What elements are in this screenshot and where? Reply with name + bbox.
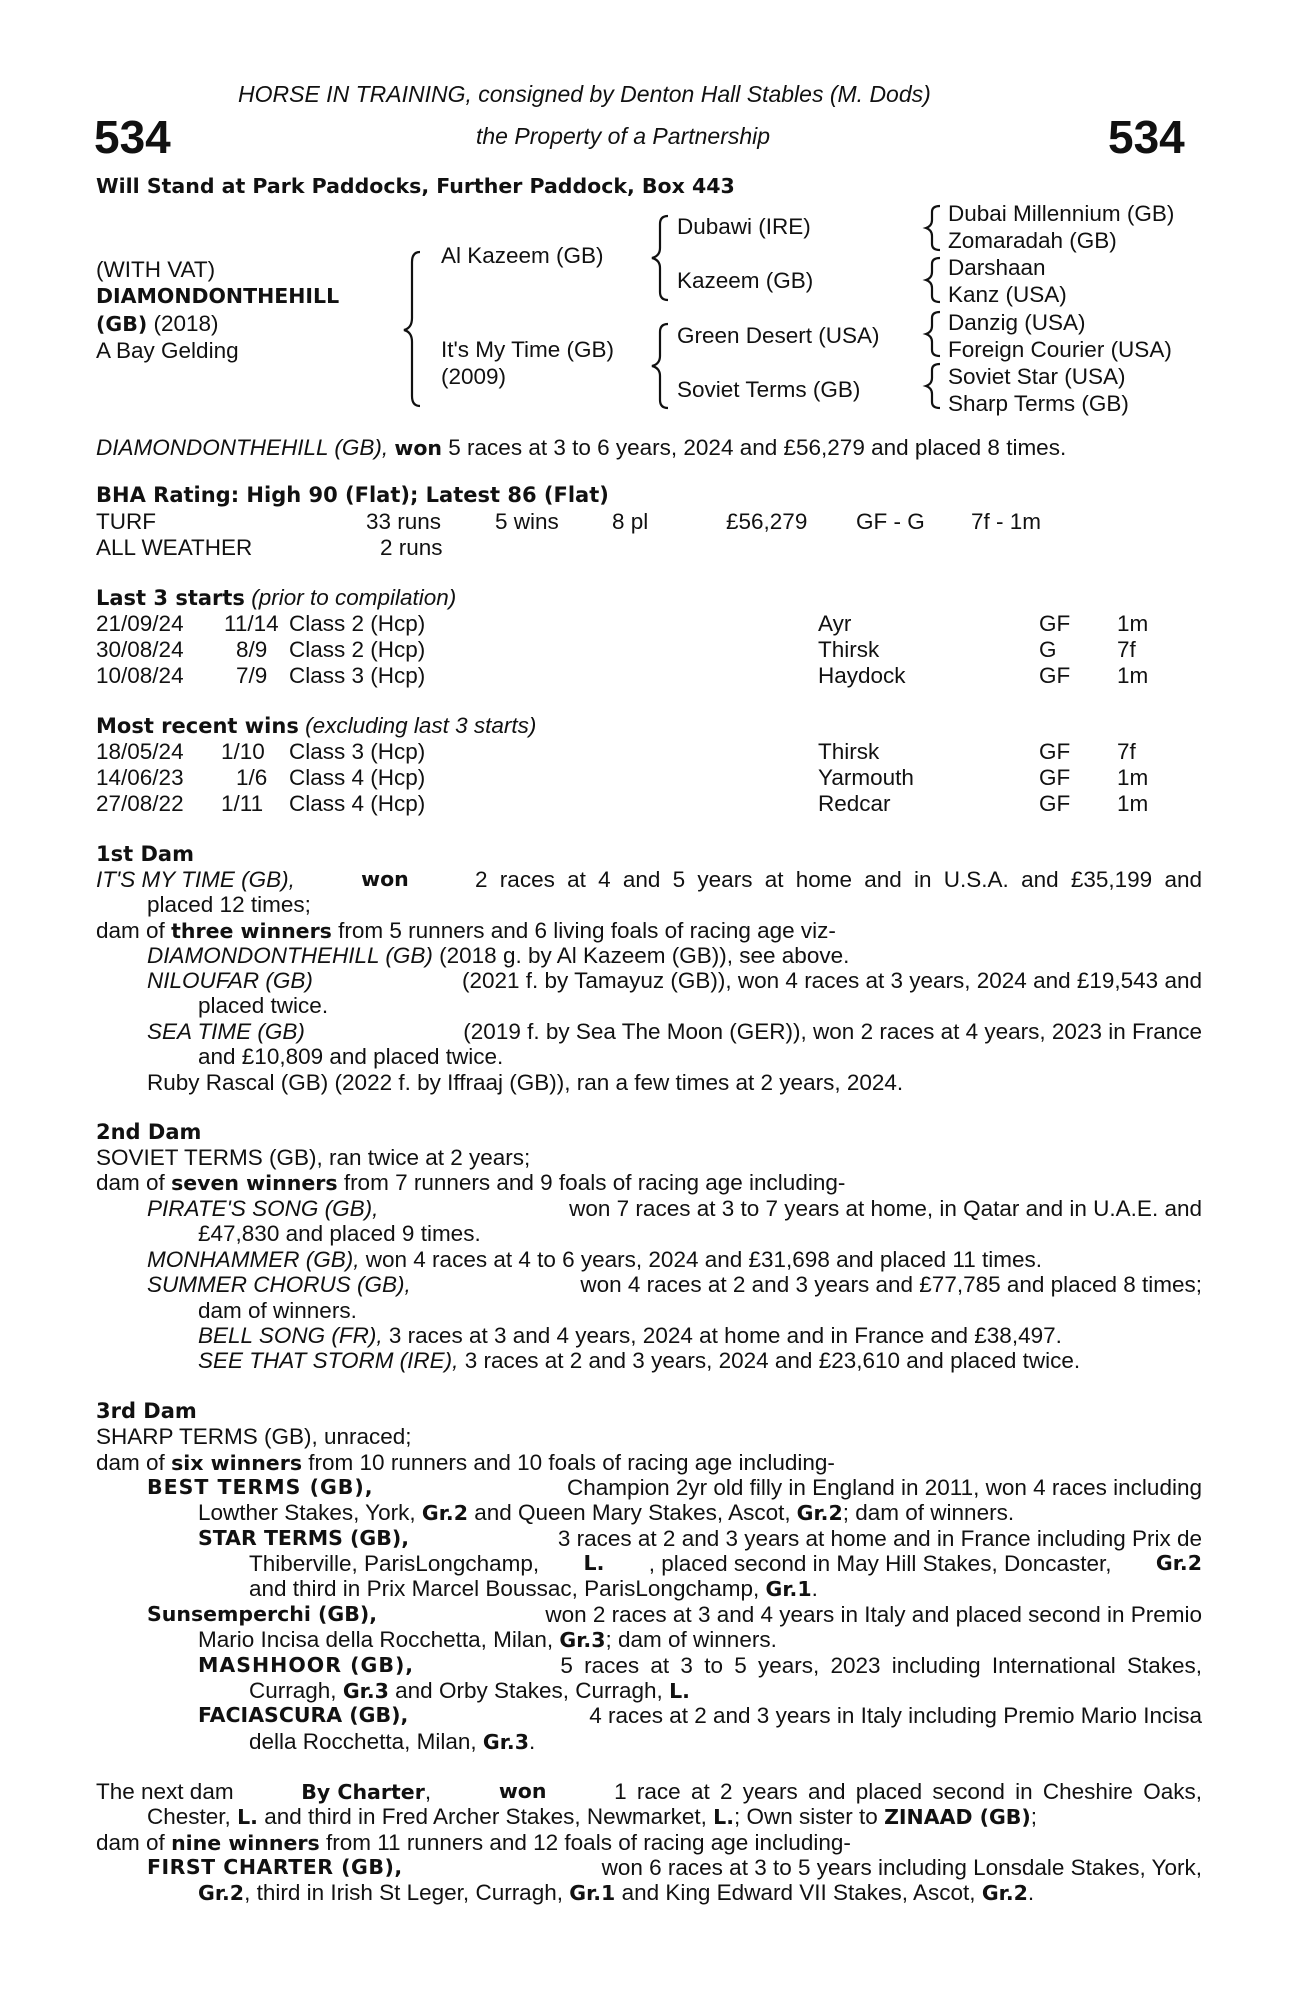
dam1-progeny-3 [147, 1019, 1202, 1045]
dd-sire: Soviet Star (USA) [948, 364, 1126, 389]
recent-class: Class 4 (Hcp) [289, 791, 426, 816]
mashhoor-rest: 5 races at 3 to 5 years, 2023 including International Stakes, [560, 1653, 1202, 1678]
dam1-l3-a: dam of [96, 918, 165, 943]
n2-f: ZINAAD (GB) [884, 1805, 1031, 1829]
ma2-a: Curragh, [249, 1678, 337, 1703]
sire-dam: Kazeem (GB) [677, 268, 814, 293]
mashhoor-1 [198, 1653, 1202, 1679]
recent-pos: 1/6 [236, 765, 268, 790]
recent-dist: 1m [1117, 791, 1149, 816]
ma2-b: Gr.3 [342, 1679, 389, 1703]
dam2-progeny-4 [198, 1323, 1062, 1349]
sunsemperchi-1 [147, 1602, 1202, 1628]
recent-course: Thirsk [818, 739, 880, 764]
n2-c: and third in Fred Archer Stakes, Newmarket, [264, 1804, 707, 1829]
last3-dist: 1m [1117, 611, 1149, 636]
dam-name: It's My Time (GB) [441, 337, 615, 362]
dam-year: (2009) [441, 364, 507, 389]
fc2-e: Gr.2 [981, 1881, 1028, 1905]
recent-title: Most recent wins [96, 714, 299, 738]
ma2-d: L. [669, 1679, 690, 1703]
fa2-a: della Rocchetta, Milan, [249, 1729, 477, 1754]
recent-date: 14/06/23 [96, 765, 184, 790]
n3-c: from 11 runners and 12 foals of racing age including- [325, 1830, 851, 1855]
dam1-p3-name: SEA TIME (GB) [147, 1019, 305, 1044]
bt2-d: Gr.2 [796, 1501, 843, 1525]
recent-class: Class 3 (Hcp) [289, 739, 426, 764]
fa2-b: Gr.3 [482, 1730, 529, 1754]
dam1-progeny-2b: placed twice. [198, 993, 329, 1018]
last3-pos: 11/14 [224, 611, 279, 636]
su2-a: Mario Incisa della Rocchetta, Milan, [198, 1627, 554, 1652]
recent-going: GF [1039, 791, 1071, 816]
dam3-line2 [96, 1450, 835, 1477]
n3-a: dam of [96, 1830, 165, 1855]
dam1-progeny-4: Ruby Rascal (GB) (2022 f. by Iffraaj (GB)), ran a few times at 2 years, 2024. [147, 1070, 904, 1095]
n1-b: By Charter [301, 1780, 425, 1804]
last3-course: Ayr [818, 611, 852, 636]
dam-dam: Soviet Terms (GB) [677, 377, 861, 402]
recent-date: 27/08/22 [96, 791, 184, 816]
dam2-p5-name: SEE THAT STORM (IRE), [198, 1348, 459, 1373]
dam2-p2-name: MONHAMMER (GB), [147, 1247, 360, 1272]
dam3-l2-a: dam of [96, 1450, 165, 1475]
next-dam-1 [96, 1779, 1202, 1806]
bt2-a: Lowther Stakes, York, [198, 1500, 416, 1525]
n2-b: L. [237, 1805, 258, 1829]
horse-description: A Bay Gelding [96, 338, 239, 363]
best-terms-1 [147, 1475, 1202, 1501]
dam1-l3-b: three winners [171, 919, 332, 943]
recent-date: 18/05/24 [96, 739, 184, 764]
last3-pos: 7/9 [236, 663, 268, 688]
n1-a: The next dam [96, 1779, 234, 1804]
faciascura-2 [249, 1729, 535, 1756]
dam2-p4-rest: 3 races at 3 and 4 years, 2024 at home and in France and £38,497. [388, 1323, 1062, 1348]
dam2-p4-name: BELL SONG (FR), [198, 1323, 383, 1348]
dam2-p1-rest: won 7 races at 3 to 7 years at home, in Qatar and in U.A.E. and [569, 1196, 1202, 1221]
dam3-l2-c: from 10 runners and 10 foals of racing age including- [308, 1450, 835, 1475]
best-terms-2 [198, 1500, 1014, 1527]
fc2-b: , third in Irish St Leger, Curragh, [244, 1880, 563, 1905]
ma2-c: and Orby Stakes, Curragh, [395, 1678, 663, 1703]
bt2-c: and Queen Mary Stakes, Ascot, [474, 1500, 791, 1525]
aw-runs: 2 runs [380, 535, 443, 560]
recent-class: Class 4 (Hcp) [289, 765, 426, 790]
faciascura-rest: 4 races at 2 and 3 years in Italy including Premio Mario Incisa [589, 1703, 1202, 1728]
last3-going: GF [1039, 611, 1071, 636]
sunsemperchi-2 [198, 1627, 777, 1654]
dam3-title: 3rd Dam [96, 1399, 197, 1423]
dam1-l1-rest: 2 races at 4 and 5 years at home and in U.S.A. and £35,199 and [475, 867, 1202, 892]
n2-a: Chester, [147, 1804, 231, 1829]
dam1-p1-rest: (2018 g. by Al Kazeem (GB)), see above. [439, 943, 850, 968]
dam1-l3-c: from 5 runners and 6 living foals of racing age viz- [338, 918, 836, 943]
star-terms-3 [249, 1576, 818, 1603]
sunsemperchi-name: Sunsemperchi (GB), [147, 1602, 377, 1626]
best-terms-rest: Champion 2yr old filly in England in 2011, won 4 races including [567, 1475, 1202, 1500]
recent-pos: 1/11 [221, 791, 264, 816]
best-terms-name: BEST TERMS (GB), [147, 1475, 374, 1499]
dam1-p3-rest: (2019 f. by Sea The Moon (GER)), won 2 races at 4 years, 2023 in France [463, 1019, 1202, 1044]
sunsemperchi-rest: won 2 races at 3 and 4 years in Italy and placed second in Premio [545, 1602, 1202, 1627]
fc2-a: Gr.2 [198, 1881, 245, 1905]
fc2-c: Gr.1 [569, 1881, 616, 1905]
dam1-line2: placed 12 times; [147, 892, 311, 917]
dd-dam: Sharp Terms (GB) [948, 391, 1129, 416]
dam1-l1-name: IT'S MY TIME (GB), [96, 867, 295, 892]
star-terms-1 [198, 1526, 1202, 1552]
n1-d: won [498, 1779, 547, 1803]
dam2-title: 2nd Dam [96, 1120, 202, 1144]
ds-sire: Danzig (USA) [948, 310, 1086, 335]
su2-b: Gr.3 [559, 1628, 606, 1652]
last3-course: Thirsk [818, 637, 880, 662]
last3-date: 10/08/24 [96, 663, 184, 688]
last3-date: 21/09/24 [96, 611, 184, 636]
dam2-progeny-3b: dam of winners. [198, 1298, 357, 1323]
dam1-title: 1st Dam [96, 842, 194, 866]
last3-title: Last 3 starts [96, 586, 245, 610]
fa2-c: . [528, 1729, 536, 1754]
sire-name: Al Kazeem (GB) [441, 243, 604, 268]
turf-placed: 8 pl [612, 509, 649, 534]
first-charter-name: FIRST CHARTER (GB), [147, 1855, 403, 1879]
star-terms-rest: 3 races at 2 and 3 years at home and in France including Prix de [557, 1526, 1202, 1551]
dam1-progeny-1 [147, 943, 849, 969]
st2-b: L. [583, 1551, 605, 1575]
summary-name: DIAMONDONTHEHILL (GB), [96, 435, 389, 460]
last3-date: 30/08/24 [96, 637, 184, 662]
dam2-p2-rest: won 4 races at 4 to 6 years, 2024 and £31,698 and placed 11 times. [365, 1247, 1043, 1272]
fc2-d: and King Edward VII Stakes, Ascot, [621, 1880, 976, 1905]
property-line: the Property of a Partnership [476, 123, 771, 149]
lot-number-right: 534 [1108, 111, 1185, 163]
dam2-progeny-1b: £47,830 and placed 9 times. [198, 1221, 481, 1246]
recent-going: GF [1039, 765, 1071, 790]
n2-d: L. [713, 1805, 734, 1829]
n1-e: 1 race at 2 years and placed second in Cheshire Oaks, [614, 1779, 1202, 1804]
last3-class: Class 2 (Hcp) [289, 611, 426, 636]
st2-d: Gr.2 [1155, 1551, 1202, 1575]
st3-c: . [811, 1576, 818, 1601]
dam2-progeny-5 [198, 1348, 1080, 1374]
next-dam-3 [96, 1830, 851, 1857]
recent-course: Yarmouth [818, 765, 914, 790]
turf-wins: 5 wins [495, 509, 559, 534]
summary-rest: 5 races at 3 to 6 years, 2024 and £56,279 and placed 8 times. [448, 435, 1067, 460]
last3-going: GF [1039, 663, 1071, 688]
dam1-progeny-3b: and £10,809 and placed twice. [198, 1044, 504, 1069]
recent-course: Redcar [818, 791, 891, 816]
horse-name: DIAMONDONTHEHILL [96, 284, 340, 308]
first-charter-1 [147, 1855, 1202, 1881]
last3-heading [96, 585, 456, 612]
dam2-p1-name: PIRATE'S SONG (GB), [147, 1196, 379, 1221]
dam1-line3 [96, 918, 836, 945]
fc2-f: . [1027, 1880, 1035, 1905]
next-dam-2 [147, 1804, 1037, 1831]
last3-note: (prior to compilation) [251, 585, 457, 610]
dam-sire: Green Desert (USA) [677, 323, 880, 348]
dam2-progeny-3 [147, 1272, 1202, 1298]
dam3-l2-b: six winners [171, 1451, 303, 1475]
turf-going: GF - G [856, 509, 925, 534]
last3-dist: 1m [1117, 663, 1149, 688]
star-terms-2 [249, 1551, 1202, 1577]
ds-dam: Foreign Courier (USA) [948, 337, 1172, 362]
horse-suffix: (GB) [96, 312, 148, 336]
dam2-progeny-2 [147, 1247, 1042, 1273]
consignor-line: HORSE IN TRAINING, consigned by Denton Hall Stables (M. Dods) [238, 81, 931, 107]
stand-location: Will Stand at Park Paddocks, Further Paddock, Box 443 [96, 174, 735, 198]
last3-class: Class 3 (Hcp) [289, 663, 426, 688]
first-charter-rest: won 6 races at 3 to 5 years including Lonsdale Stakes, York, [601, 1855, 1202, 1880]
turf-surface: TURF [96, 509, 156, 534]
dam2-p5-rest: 3 races at 2 and 3 years, 2024 and £23,610 and placed twice. [464, 1348, 1081, 1373]
dam2-l2-c: from 7 runners and 9 foals of racing age including- [343, 1170, 846, 1195]
dam2-progeny-1 [147, 1196, 1202, 1222]
dam2-line1: SOVIET TERMS (GB), ran twice at 2 years; [96, 1145, 531, 1170]
n2-e: ; Own sister to [734, 1804, 878, 1829]
summary-won: won [394, 436, 443, 460]
last3-going: G [1039, 637, 1057, 662]
ss-sire: Dubai Millennium (GB) [948, 201, 1175, 226]
vat-label: (WITH VAT) [96, 257, 216, 282]
bt2-e: ; dam of winners. [842, 1500, 1015, 1525]
dam2-p3-rest: won 4 races at 2 and 3 years and £77,785 and placed 8 times; [580, 1272, 1202, 1297]
dam3-line1: SHARP TERMS (GB), unraced; [96, 1424, 412, 1449]
sire-sire: Dubawi (IRE) [677, 214, 811, 239]
recent-heading [96, 713, 536, 740]
dam1-p2-name: NILOUFAR (GB) [147, 968, 313, 993]
st3-a: and third in Prix Marcel Boussac, ParisLongchamp, [249, 1576, 760, 1601]
mashhoor-2 [249, 1678, 690, 1705]
st2-a: Thiberville, ParisLongchamp, [249, 1551, 540, 1576]
last3-pos: 8/9 [236, 637, 268, 662]
turf-runs: 33 runs [366, 509, 442, 534]
n2-g: ; [1030, 1804, 1038, 1829]
st3-b: Gr.1 [765, 1577, 812, 1601]
dam2-l2-b: seven winners [171, 1171, 338, 1195]
dam1-p2-rest: (2021 f. by Tamayuz (GB)), won 4 races at 3 years, 2024 and £19,543 and [461, 968, 1202, 993]
recent-note: (excluding last 3 starts) [305, 713, 537, 738]
last3-dist: 7f [1117, 637, 1136, 662]
dam2-p3-name: SUMMER CHORUS (GB), [147, 1272, 411, 1297]
recent-going: GF [1039, 739, 1071, 764]
dam2-line2 [96, 1170, 845, 1197]
bha-rating: BHA Rating: High 90 (Flat); Latest 86 (Flat) [96, 483, 609, 507]
horse-year: (2018) [153, 311, 219, 336]
st2-c: , placed second in May Hill Stakes, Doncaster, [648, 1551, 1112, 1576]
ss-dam: Zomaradah (GB) [948, 228, 1117, 253]
first-charter-2 [198, 1880, 1034, 1907]
last3-course: Haydock [818, 663, 906, 688]
bt2-b: Gr.2 [421, 1501, 468, 1525]
n3-b: nine winners [171, 1831, 320, 1855]
dam1-p1-name: DIAMONDONTHEHILL (GB) [147, 943, 433, 968]
dam1-progeny-2 [147, 968, 1202, 994]
star-terms-name: STAR TERMS (GB), [198, 1526, 409, 1550]
turf-prize: £56,279 [726, 509, 808, 534]
turf-distance: 7f - 1m [971, 509, 1042, 534]
faciascura-1 [198, 1703, 1202, 1729]
dam1-l1-won: won [361, 867, 409, 891]
mashhoor-name: MASHHOOR (GB), [198, 1653, 415, 1677]
sd-dam: Kanz (USA) [948, 282, 1067, 307]
recent-dist: 7f [1117, 739, 1136, 764]
dam2-l2-a: dam of [96, 1170, 165, 1195]
race-summary [96, 435, 1066, 462]
su2-c: ; dam of winners. [605, 1627, 777, 1652]
aw-surface: ALL WEATHER [96, 535, 253, 560]
sd-sire: Darshaan [948, 255, 1046, 280]
n1-bc [301, 1779, 431, 1806]
last3-class: Class 2 (Hcp) [289, 637, 426, 662]
dam1-line1 [96, 867, 1202, 893]
faciascura-name: FACIASCURA (GB), [198, 1703, 409, 1727]
n1-c: , [424, 1779, 432, 1804]
lot-number-left: 534 [94, 111, 171, 163]
recent-dist: 1m [1117, 765, 1149, 790]
recent-pos: 1/10 [221, 739, 265, 764]
